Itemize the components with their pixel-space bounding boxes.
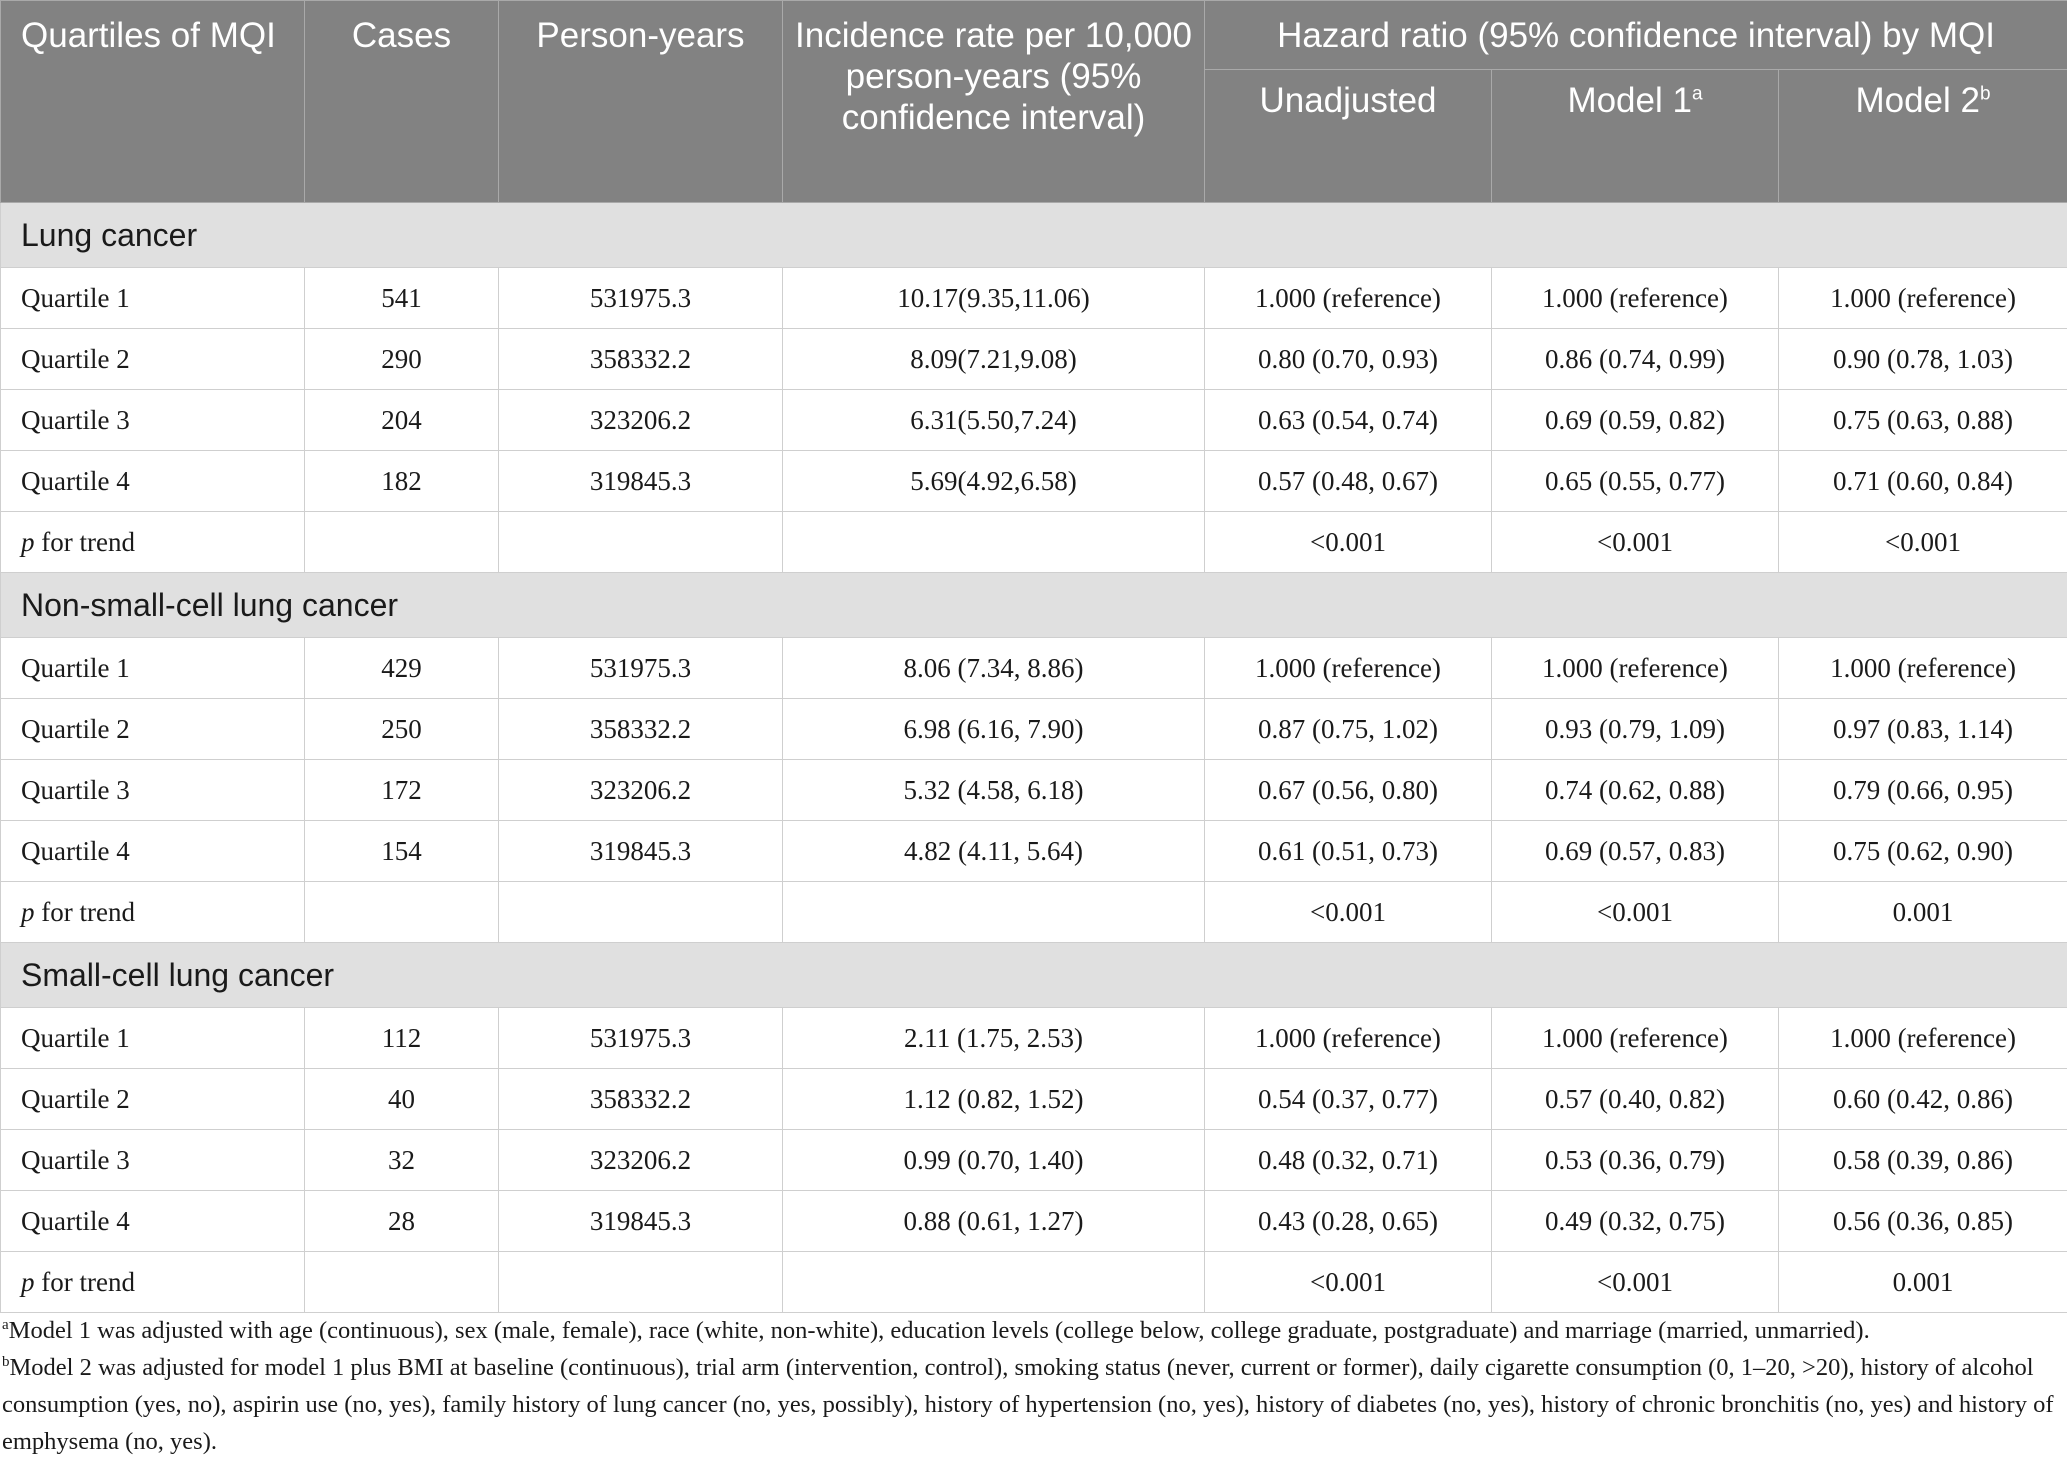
- table-row: [1, 390, 2067, 451]
- section-header-row: [1, 203, 2067, 268]
- cases-cell: 204: [305, 390, 499, 451]
- header-model2-footnote-mark: b: [1979, 83, 1991, 105]
- model2-hr-cell: 0.58 (0.39, 0.86): [1779, 1130, 2067, 1191]
- table-row: [1, 1008, 2067, 1069]
- model1-hr-cell: 0.53 (0.36, 0.79): [1492, 1130, 1779, 1191]
- model1-hr-cell: 0.86 (0.74, 0.99): [1492, 329, 1779, 390]
- header-model1-footnote-mark: a: [1691, 83, 1703, 105]
- p-trend-text: for trend: [34, 1266, 135, 1297]
- quartile-cell: Quartile 2: [1, 699, 305, 760]
- unadjusted-hr-cell: 1.000 (reference): [1205, 268, 1492, 329]
- incidence-rate-cell: 10.17(9.35,11.06): [783, 268, 1205, 329]
- header-unadjusted: Unadjusted: [1205, 70, 1492, 203]
- empty-cell: [783, 512, 1205, 573]
- person-years-cell: 531975.3: [499, 268, 783, 329]
- model2-hr-cell: 1.000 (reference): [1779, 1008, 2067, 1069]
- footnotes: [0, 1312, 2062, 1460]
- model2-hr-cell: 0.75 (0.63, 0.88): [1779, 390, 2067, 451]
- unadjusted-hr-cell: 0.48 (0.32, 0.71): [1205, 1130, 1492, 1191]
- person-years-cell: 358332.2: [499, 1069, 783, 1130]
- table-row: [1, 329, 2067, 390]
- table-row: [1, 268, 2067, 329]
- unadjusted-hr-cell: 0.63 (0.54, 0.74): [1205, 390, 1492, 451]
- p-symbol: p: [21, 1266, 35, 1297]
- quartile-cell: Quartile 3: [1, 390, 305, 451]
- p-trend-model2: 0.001: [1779, 1252, 2067, 1313]
- p-trend-model2: <0.001: [1779, 512, 2067, 573]
- model1-hr-cell: 0.57 (0.40, 0.82): [1492, 1069, 1779, 1130]
- table-header: [1, 1, 2067, 203]
- quartile-cell: Quartile 2: [1, 1069, 305, 1130]
- header-model2-label: Model 2: [1855, 81, 1980, 120]
- footnote-b-mark: b: [2, 1353, 10, 1370]
- incidence-rate-cell: 0.88 (0.61, 1.27): [783, 1191, 1205, 1252]
- p-trend-model1: <0.001: [1492, 512, 1779, 573]
- section-title: Small-cell lung cancer: [1, 943, 2067, 1008]
- incidence-rate-cell: 1.12 (0.82, 1.52): [783, 1069, 1205, 1130]
- incidence-rate-cell: 5.69(4.92,6.58): [783, 451, 1205, 512]
- quartile-cell: Quartile 2: [1, 329, 305, 390]
- p-trend-label: [1, 1252, 305, 1313]
- unadjusted-hr-cell: 0.67 (0.56, 0.80): [1205, 760, 1492, 821]
- empty-cell: [783, 1252, 1205, 1313]
- p-trend-model2: 0.001: [1779, 882, 2067, 943]
- person-years-cell: 531975.3: [499, 638, 783, 699]
- person-years-cell: 319845.3: [499, 451, 783, 512]
- section-title: Lung cancer: [1, 203, 2067, 268]
- p-trend-text: for trend: [34, 526, 135, 557]
- model2-hr-cell: 0.90 (0.78, 1.03): [1779, 329, 2067, 390]
- cases-cell: 541: [305, 268, 499, 329]
- incidence-rate-cell: 8.09(7.21,9.08): [783, 329, 1205, 390]
- model2-hr-cell: 0.79 (0.66, 0.95): [1779, 760, 2067, 821]
- model1-hr-cell: 0.93 (0.79, 1.09): [1492, 699, 1779, 760]
- p-trend-model1: <0.001: [1492, 882, 1779, 943]
- footnote-b-text: Model 2 was adjusted for model 1 plus BMI at baseline (continuous), trial arm (intervention, control), smoking status (never, current or former), daily cigarette consumption (0, 1–20, >20), history of alcohol consumption (yes, no), aspirin use (no, yes), family history of lung cancer (no, yes, possibly), history of hypertension (no, yes), history of diabetes (no, yes), history of chronic bronchitis (no, yes) and history of emphysema (no, yes).: [2, 1354, 2054, 1455]
- p-trend-label: [1, 512, 305, 573]
- model1-hr-cell: 1.000 (reference): [1492, 1008, 1779, 1069]
- unadjusted-hr-cell: 1.000 (reference): [1205, 638, 1492, 699]
- table-row: [1, 760, 2067, 821]
- cases-cell: 112: [305, 1008, 499, 1069]
- cases-cell: 154: [305, 821, 499, 882]
- p-trend-row: [1, 1252, 2067, 1313]
- table-row: [1, 1130, 2067, 1191]
- table-row: [1, 1191, 2067, 1252]
- section-header-row: [1, 943, 2067, 1008]
- table-row: [1, 1069, 2067, 1130]
- header-person-years: Person-years: [499, 1, 783, 203]
- incidence-rate-cell: 0.99 (0.70, 1.40): [783, 1130, 1205, 1191]
- p-trend-label: [1, 882, 305, 943]
- model1-hr-cell: 0.65 (0.55, 0.77): [1492, 451, 1779, 512]
- model1-hr-cell: 0.69 (0.57, 0.83): [1492, 821, 1779, 882]
- cases-cell: 250: [305, 699, 499, 760]
- person-years-cell: 323206.2: [499, 760, 783, 821]
- quartile-cell: Quartile 4: [1, 1191, 305, 1252]
- person-years-cell: 358332.2: [499, 699, 783, 760]
- header-incidence-rate: Incidence rate per 10,000 person-years (95% confidence interval): [783, 1, 1205, 203]
- person-years-cell: 323206.2: [499, 390, 783, 451]
- header-model2: [1779, 70, 2067, 203]
- quartile-cell: Quartile 4: [1, 451, 305, 512]
- table-body: [1, 203, 2067, 1313]
- model2-hr-cell: 1.000 (reference): [1779, 268, 2067, 329]
- header-model1: [1492, 70, 1779, 203]
- header-cases: Cases: [305, 1, 499, 203]
- model2-hr-cell: 0.71 (0.60, 0.84): [1779, 451, 2067, 512]
- cases-cell: 290: [305, 329, 499, 390]
- unadjusted-hr-cell: 0.87 (0.75, 1.02): [1205, 699, 1492, 760]
- incidence-rate-cell: 8.06 (7.34, 8.86): [783, 638, 1205, 699]
- cases-cell: 172: [305, 760, 499, 821]
- p-trend-unadjusted: <0.001: [1205, 882, 1492, 943]
- person-years-cell: 319845.3: [499, 821, 783, 882]
- incidence-rate-cell: 6.98 (6.16, 7.90): [783, 699, 1205, 760]
- header-quartiles: Quartiles of MQI: [1, 1, 305, 203]
- incidence-rate-cell: 2.11 (1.75, 2.53): [783, 1008, 1205, 1069]
- p-symbol: p: [21, 896, 35, 927]
- model1-hr-cell: 0.74 (0.62, 0.88): [1492, 760, 1779, 821]
- empty-cell: [305, 512, 499, 573]
- table-row: [1, 821, 2067, 882]
- quartile-cell: Quartile 1: [1, 268, 305, 329]
- model1-hr-cell: 1.000 (reference): [1492, 268, 1779, 329]
- footnote-a: [2, 1312, 2062, 1349]
- p-trend-model1: <0.001: [1492, 1252, 1779, 1313]
- p-trend-row: [1, 512, 2067, 573]
- section-header-row: [1, 573, 2067, 638]
- incidence-rate-cell: 5.32 (4.58, 6.18): [783, 760, 1205, 821]
- model2-hr-cell: 1.000 (reference): [1779, 638, 2067, 699]
- unadjusted-hr-cell: 0.61 (0.51, 0.73): [1205, 821, 1492, 882]
- empty-cell: [499, 882, 783, 943]
- section-title: Non-small-cell lung cancer: [1, 573, 2067, 638]
- quartile-cell: Quartile 4: [1, 821, 305, 882]
- model2-hr-cell: 0.60 (0.42, 0.86): [1779, 1069, 2067, 1130]
- cases-cell: 32: [305, 1130, 499, 1191]
- p-symbol: p: [21, 526, 35, 557]
- cases-cell: 40: [305, 1069, 499, 1130]
- model2-hr-cell: 0.56 (0.36, 0.85): [1779, 1191, 2067, 1252]
- table-row: [1, 699, 2067, 760]
- unadjusted-hr-cell: 0.57 (0.48, 0.67): [1205, 451, 1492, 512]
- quartile-cell: Quartile 1: [1, 1008, 305, 1069]
- model2-hr-cell: 0.75 (0.62, 0.90): [1779, 821, 2067, 882]
- p-trend-unadjusted: <0.001: [1205, 1252, 1492, 1313]
- table-row: [1, 638, 2067, 699]
- p-trend-unadjusted: <0.001: [1205, 512, 1492, 573]
- person-years-cell: 319845.3: [499, 1191, 783, 1252]
- header-hazard-ratio-group: Hazard ratio (95% confidence interval) by MQI: [1205, 1, 2067, 70]
- header-model1-label: Model 1: [1567, 81, 1692, 120]
- person-years-cell: 531975.3: [499, 1008, 783, 1069]
- footnote-b: [2, 1349, 2062, 1460]
- person-years-cell: 358332.2: [499, 329, 783, 390]
- table-row: [1, 451, 2067, 512]
- empty-cell: [305, 882, 499, 943]
- cases-cell: 182: [305, 451, 499, 512]
- quartile-cell: Quartile 3: [1, 760, 305, 821]
- unadjusted-hr-cell: 0.43 (0.28, 0.65): [1205, 1191, 1492, 1252]
- footnote-a-text: Model 1 was adjusted with age (continuous), sex (male, female), race (white, non-white), education levels (college below, college graduate, postgraduate) and marriage (married, unmarried).: [8, 1317, 1870, 1344]
- p-trend-text: for trend: [34, 896, 135, 927]
- p-trend-row: [1, 882, 2067, 943]
- unadjusted-hr-cell: 0.54 (0.37, 0.77): [1205, 1069, 1492, 1130]
- model1-hr-cell: 0.69 (0.59, 0.82): [1492, 390, 1779, 451]
- model2-hr-cell: 0.97 (0.83, 1.14): [1779, 699, 2067, 760]
- model1-hr-cell: 0.49 (0.32, 0.75): [1492, 1191, 1779, 1252]
- empty-cell: [499, 1252, 783, 1313]
- quartile-cell: Quartile 1: [1, 638, 305, 699]
- unadjusted-hr-cell: 1.000 (reference): [1205, 1008, 1492, 1069]
- empty-cell: [499, 512, 783, 573]
- empty-cell: [783, 882, 1205, 943]
- person-years-cell: 323206.2: [499, 1130, 783, 1191]
- incidence-rate-cell: 4.82 (4.11, 5.64): [783, 821, 1205, 882]
- cases-cell: 28: [305, 1191, 499, 1252]
- empty-cell: [305, 1252, 499, 1313]
- model1-hr-cell: 1.000 (reference): [1492, 638, 1779, 699]
- footnote-a-mark: a: [2, 1316, 9, 1333]
- cases-cell: 429: [305, 638, 499, 699]
- unadjusted-hr-cell: 0.80 (0.70, 0.93): [1205, 329, 1492, 390]
- incidence-rate-cell: 6.31(5.50,7.24): [783, 390, 1205, 451]
- quartile-cell: Quartile 3: [1, 1130, 305, 1191]
